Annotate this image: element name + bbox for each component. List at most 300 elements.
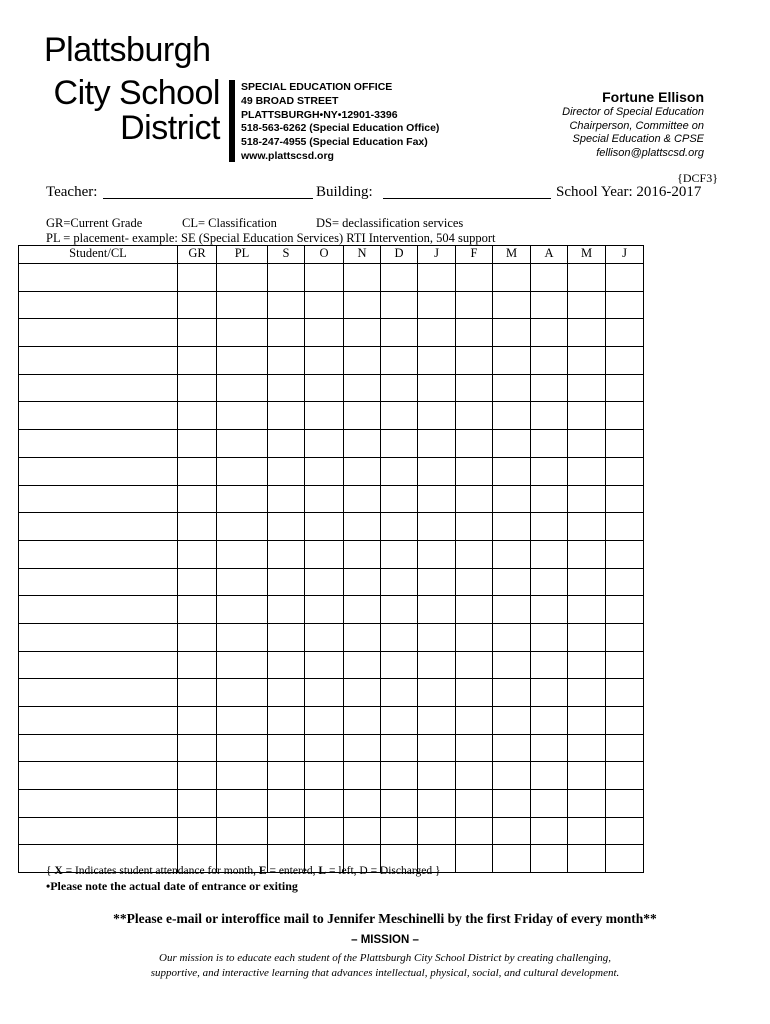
table-cell[interactable]	[418, 679, 456, 707]
table-cell[interactable]	[568, 457, 606, 485]
table-cell[interactable]	[568, 374, 606, 402]
table-cell[interactable]	[344, 291, 381, 319]
table-cell[interactable]	[344, 485, 381, 513]
table-row	[19, 402, 644, 430]
table-cell[interactable]	[381, 651, 418, 679]
table-cell[interactable]	[493, 457, 531, 485]
table-cell[interactable]	[456, 264, 493, 292]
table-cell[interactable]	[456, 623, 493, 651]
table-cell[interactable]	[178, 540, 217, 568]
table-cell[interactable]	[305, 430, 344, 458]
table-cell[interactable]	[456, 347, 493, 375]
table-cell[interactable]	[305, 596, 344, 624]
table-cell[interactable]	[217, 790, 268, 818]
table-cell[interactable]	[493, 651, 531, 679]
table-cell[interactable]	[268, 790, 305, 818]
table-cell[interactable]	[493, 402, 531, 430]
table-cell[interactable]	[493, 347, 531, 375]
table-cell[interactable]	[531, 402, 568, 430]
table-cell[interactable]	[531, 513, 568, 541]
table-cell[interactable]	[178, 402, 217, 430]
table-cell[interactable]	[456, 485, 493, 513]
table-cell[interactable]	[178, 430, 217, 458]
table-cell[interactable]	[344, 319, 381, 347]
table-cell[interactable]	[268, 457, 305, 485]
key-x-text: = Indicates student attendance for month,	[62, 865, 259, 877]
table-cell[interactable]	[217, 485, 268, 513]
table-cell[interactable]	[344, 734, 381, 762]
table-cell[interactable]	[305, 679, 344, 707]
table-cell[interactable]	[344, 402, 381, 430]
table-cell[interactable]	[606, 457, 644, 485]
table-cell[interactable]	[606, 845, 644, 873]
table-cell[interactable]	[268, 817, 305, 845]
table-cell[interactable]	[531, 734, 568, 762]
table-cell[interactable]	[381, 596, 418, 624]
table-cell[interactable]	[456, 596, 493, 624]
table-row	[19, 513, 644, 541]
building-field[interactable]	[383, 184, 551, 199]
table-cell[interactable]	[606, 485, 644, 513]
table-cell[interactable]	[268, 623, 305, 651]
table-cell[interactable]	[19, 790, 178, 818]
table-cell[interactable]	[531, 596, 568, 624]
table-cell[interactable]	[493, 319, 531, 347]
table-cell[interactable]	[344, 347, 381, 375]
table-cell[interactable]	[19, 264, 178, 292]
table-cell[interactable]	[456, 651, 493, 679]
table-cell[interactable]	[305, 762, 344, 790]
table-cell[interactable]	[344, 513, 381, 541]
table-cell[interactable]	[531, 790, 568, 818]
table-cell[interactable]	[268, 264, 305, 292]
table-cell[interactable]	[178, 291, 217, 319]
table-cell[interactable]	[568, 790, 606, 818]
table-cell[interactable]	[268, 679, 305, 707]
table-cell[interactable]	[493, 596, 531, 624]
table-cell[interactable]	[178, 568, 217, 596]
table-cell[interactable]	[531, 679, 568, 707]
table-cell[interactable]	[456, 817, 493, 845]
table-cell[interactable]	[568, 264, 606, 292]
table-cell[interactable]	[305, 623, 344, 651]
table-cell[interactable]	[305, 347, 344, 375]
table-cell[interactable]	[568, 540, 606, 568]
table-cell[interactable]	[418, 513, 456, 541]
table-cell[interactable]	[606, 623, 644, 651]
table-cell[interactable]	[268, 568, 305, 596]
table-cell[interactable]	[381, 679, 418, 707]
table-cell[interactable]	[381, 790, 418, 818]
table-cell[interactable]	[493, 734, 531, 762]
table-cell[interactable]	[568, 402, 606, 430]
table-cell[interactable]	[531, 430, 568, 458]
table-cell[interactable]	[568, 623, 606, 651]
table-cell[interactable]	[178, 347, 217, 375]
table-cell[interactable]	[178, 734, 217, 762]
table-cell[interactable]	[606, 790, 644, 818]
table-cell[interactable]	[568, 845, 606, 873]
table-cell[interactable]	[493, 679, 531, 707]
table-cell[interactable]	[19, 817, 178, 845]
table-cell[interactable]	[381, 402, 418, 430]
table-cell[interactable]	[531, 762, 568, 790]
table-cell[interactable]	[531, 485, 568, 513]
col-header-may: M	[568, 246, 606, 264]
table-cell[interactable]	[178, 596, 217, 624]
table-cell[interactable]	[493, 845, 531, 873]
table-cell[interactable]	[381, 457, 418, 485]
table-cell[interactable]	[344, 264, 381, 292]
table-cell[interactable]	[456, 319, 493, 347]
table-cell[interactable]	[568, 596, 606, 624]
table-cell[interactable]	[568, 734, 606, 762]
table-cell[interactable]	[381, 430, 418, 458]
table-cell[interactable]	[19, 540, 178, 568]
table-cell[interactable]	[418, 762, 456, 790]
table-cell[interactable]	[456, 790, 493, 818]
table-cell[interactable]	[418, 734, 456, 762]
table-cell[interactable]	[606, 540, 644, 568]
table-cell[interactable]	[19, 707, 178, 735]
table-cell[interactable]	[606, 679, 644, 707]
table-cell[interactable]	[268, 485, 305, 513]
table-cell[interactable]	[268, 651, 305, 679]
table-cell[interactable]	[606, 291, 644, 319]
table-row	[19, 430, 644, 458]
table-cell[interactable]	[531, 568, 568, 596]
table-cell[interactable]	[268, 596, 305, 624]
table-cell[interactable]	[217, 540, 268, 568]
table-cell[interactable]	[493, 568, 531, 596]
table-cell[interactable]	[606, 319, 644, 347]
table-cell[interactable]	[381, 264, 418, 292]
table-cell[interactable]	[19, 762, 178, 790]
table-cell[interactable]	[381, 374, 418, 402]
mission-heading: – MISSION –	[351, 934, 419, 946]
table-cell[interactable]	[19, 596, 178, 624]
table-cell[interactable]	[19, 651, 178, 679]
table-cell[interactable]	[606, 762, 644, 790]
table-cell[interactable]	[19, 623, 178, 651]
table-cell[interactable]	[531, 457, 568, 485]
table-cell[interactable]	[606, 402, 644, 430]
table-cell[interactable]	[493, 817, 531, 845]
table-cell[interactable]	[418, 374, 456, 402]
table-cell[interactable]	[493, 623, 531, 651]
table-cell[interactable]	[418, 596, 456, 624]
table-cell[interactable]	[456, 845, 493, 873]
table-cell[interactable]	[531, 291, 568, 319]
table-cell[interactable]	[418, 457, 456, 485]
date-note: •Please note the actual date of entrance or exiting	[46, 879, 298, 893]
table-cell[interactable]	[456, 540, 493, 568]
table-cell[interactable]	[381, 568, 418, 596]
mission-statement	[0, 951, 770, 981]
table-cell[interactable]	[606, 374, 644, 402]
table-cell[interactable]	[381, 734, 418, 762]
table-cell[interactable]	[381, 540, 418, 568]
table-cell[interactable]	[531, 707, 568, 735]
table-cell[interactable]	[493, 264, 531, 292]
table-header-row	[19, 246, 644, 264]
table-cell[interactable]	[217, 679, 268, 707]
table-cell[interactable]	[19, 457, 178, 485]
table-cell[interactable]	[217, 596, 268, 624]
table-cell[interactable]	[178, 457, 217, 485]
table-cell[interactable]	[344, 623, 381, 651]
table-cell[interactable]	[305, 264, 344, 292]
table-cell[interactable]	[456, 679, 493, 707]
table-cell[interactable]	[531, 651, 568, 679]
table-cell[interactable]	[19, 430, 178, 458]
teacher-field[interactable]	[103, 184, 313, 199]
table-cell[interactable]	[606, 596, 644, 624]
table-cell[interactable]	[268, 402, 305, 430]
table-cell[interactable]	[305, 790, 344, 818]
school-year: School Year: 2016-2017	[556, 184, 702, 200]
table-row	[19, 817, 644, 845]
table-cell[interactable]	[456, 374, 493, 402]
table-cell[interactable]	[344, 540, 381, 568]
table-cell[interactable]	[418, 430, 456, 458]
table-cell[interactable]	[344, 790, 381, 818]
table-cell[interactable]	[178, 790, 217, 818]
table-cell[interactable]	[305, 734, 344, 762]
table-cell[interactable]	[217, 651, 268, 679]
table-cell[interactable]	[456, 762, 493, 790]
table-cell[interactable]	[178, 762, 217, 790]
table-cell[interactable]	[268, 374, 305, 402]
table-cell[interactable]	[568, 430, 606, 458]
table-cell[interactable]	[606, 817, 644, 845]
table-cell[interactable]	[381, 707, 418, 735]
key-open: {	[46, 865, 55, 877]
table-cell[interactable]	[217, 817, 268, 845]
table-cell[interactable]	[178, 651, 217, 679]
table-cell[interactable]	[381, 291, 418, 319]
table-cell[interactable]	[531, 319, 568, 347]
table-cell[interactable]	[456, 734, 493, 762]
header-fields	[46, 184, 712, 206]
table-cell[interactable]	[178, 817, 217, 845]
table-cell[interactable]	[418, 707, 456, 735]
table-cell[interactable]	[217, 402, 268, 430]
table-cell[interactable]	[456, 457, 493, 485]
table-cell[interactable]	[606, 430, 644, 458]
table-cell[interactable]	[606, 651, 644, 679]
table-cell[interactable]	[531, 817, 568, 845]
table-cell[interactable]	[531, 264, 568, 292]
table-cell[interactable]	[418, 319, 456, 347]
table-cell[interactable]	[305, 291, 344, 319]
table-cell[interactable]	[178, 513, 217, 541]
table-cell[interactable]	[217, 430, 268, 458]
table-cell[interactable]	[493, 374, 531, 402]
table-cell[interactable]	[418, 264, 456, 292]
table-cell[interactable]	[305, 513, 344, 541]
table-cell[interactable]	[493, 762, 531, 790]
table-cell[interactable]	[19, 568, 178, 596]
table-cell[interactable]	[381, 762, 418, 790]
table-cell[interactable]	[217, 762, 268, 790]
table-cell[interactable]	[456, 513, 493, 541]
table-cell[interactable]	[568, 679, 606, 707]
table-cell[interactable]	[418, 402, 456, 430]
table-cell[interactable]	[493, 540, 531, 568]
table-cell[interactable]	[268, 430, 305, 458]
table-cell[interactable]	[418, 568, 456, 596]
table-cell[interactable]	[305, 457, 344, 485]
table-cell[interactable]	[268, 762, 305, 790]
table-cell[interactable]	[19, 679, 178, 707]
table-cell[interactable]	[381, 347, 418, 375]
table-cell[interactable]	[217, 319, 268, 347]
table-cell[interactable]	[568, 762, 606, 790]
table-cell[interactable]	[19, 347, 178, 375]
table-cell[interactable]	[568, 817, 606, 845]
table-cell[interactable]	[418, 623, 456, 651]
table-cell[interactable]	[381, 513, 418, 541]
table-cell[interactable]	[19, 402, 178, 430]
table-cell[interactable]	[568, 485, 606, 513]
table-cell[interactable]	[456, 707, 493, 735]
table-cell[interactable]	[344, 430, 381, 458]
table-row	[19, 623, 644, 651]
table-cell[interactable]	[418, 291, 456, 319]
table-cell[interactable]	[493, 291, 531, 319]
table-cell[interactable]	[305, 540, 344, 568]
director-name: Fortune Ellison	[602, 89, 704, 105]
table-cell[interactable]	[493, 513, 531, 541]
table-cell[interactable]	[418, 347, 456, 375]
table-cell[interactable]	[268, 513, 305, 541]
table-cell[interactable]	[606, 734, 644, 762]
table-cell[interactable]	[344, 596, 381, 624]
table-body	[19, 264, 644, 873]
table-cell[interactable]	[568, 347, 606, 375]
table-cell[interactable]	[217, 734, 268, 762]
table-cell[interactable]	[178, 623, 217, 651]
table-cell[interactable]	[344, 679, 381, 707]
table-cell[interactable]	[344, 568, 381, 596]
col-header-jun: J	[606, 246, 644, 264]
table-cell[interactable]	[493, 707, 531, 735]
director-block	[562, 88, 704, 160]
table-cell[interactable]	[531, 540, 568, 568]
table-cell[interactable]	[217, 623, 268, 651]
table-cell[interactable]	[381, 319, 418, 347]
table-cell[interactable]	[305, 374, 344, 402]
table-cell[interactable]	[305, 485, 344, 513]
table-cell[interactable]	[305, 817, 344, 845]
table-cell[interactable]	[381, 623, 418, 651]
table-cell[interactable]	[217, 374, 268, 402]
table-cell[interactable]	[418, 540, 456, 568]
table-cell[interactable]	[456, 568, 493, 596]
table-cell[interactable]	[344, 762, 381, 790]
table-cell[interactable]	[217, 568, 268, 596]
table-cell[interactable]	[344, 707, 381, 735]
table-cell[interactable]	[493, 790, 531, 818]
table-cell[interactable]	[568, 291, 606, 319]
logo-divider	[229, 80, 235, 162]
table-cell[interactable]	[305, 707, 344, 735]
table-cell[interactable]	[531, 845, 568, 873]
table-cell[interactable]	[606, 707, 644, 735]
table-cell[interactable]	[305, 319, 344, 347]
table-cell[interactable]	[531, 347, 568, 375]
table-cell[interactable]	[568, 651, 606, 679]
table-cell[interactable]	[305, 651, 344, 679]
legend-gr: GR=Current Grade	[46, 216, 143, 230]
table-cell[interactable]	[606, 568, 644, 596]
table-cell[interactable]	[217, 291, 268, 319]
table-cell[interactable]	[19, 291, 178, 319]
table-cell[interactable]	[178, 264, 217, 292]
table-cell[interactable]	[606, 513, 644, 541]
table-cell[interactable]	[217, 707, 268, 735]
table-cell[interactable]	[381, 485, 418, 513]
table-cell[interactable]	[217, 513, 268, 541]
table-cell[interactable]	[568, 568, 606, 596]
table-cell[interactable]	[19, 734, 178, 762]
table-cell[interactable]	[493, 485, 531, 513]
table-cell[interactable]	[19, 319, 178, 347]
table-cell[interactable]	[344, 817, 381, 845]
table-cell[interactable]	[178, 679, 217, 707]
table-cell[interactable]	[531, 374, 568, 402]
table-cell[interactable]	[217, 264, 268, 292]
table-cell[interactable]	[268, 291, 305, 319]
table-cell[interactable]	[268, 707, 305, 735]
table-cell[interactable]	[268, 540, 305, 568]
table-cell[interactable]	[456, 291, 493, 319]
table-cell[interactable]	[305, 402, 344, 430]
table-cell[interactable]	[344, 457, 381, 485]
table-cell[interactable]	[178, 485, 217, 513]
table-cell[interactable]	[19, 513, 178, 541]
table-cell[interactable]	[531, 623, 568, 651]
table-cell[interactable]	[178, 707, 217, 735]
table-cell[interactable]	[217, 457, 268, 485]
table-cell[interactable]	[418, 651, 456, 679]
table-cell[interactable]	[493, 430, 531, 458]
table-cell[interactable]	[456, 402, 493, 430]
table-cell[interactable]	[305, 568, 344, 596]
table-cell[interactable]	[418, 790, 456, 818]
table-cell[interactable]	[568, 707, 606, 735]
table-cell[interactable]	[268, 734, 305, 762]
table-cell[interactable]	[178, 319, 217, 347]
table-cell[interactable]	[568, 513, 606, 541]
table-cell[interactable]	[418, 817, 456, 845]
table-cell[interactable]	[19, 485, 178, 513]
table-cell[interactable]	[568, 319, 606, 347]
table-cell[interactable]	[268, 347, 305, 375]
table-cell[interactable]	[456, 430, 493, 458]
table-cell[interactable]	[418, 485, 456, 513]
table-cell[interactable]	[217, 347, 268, 375]
table-cell[interactable]	[344, 374, 381, 402]
table-cell[interactable]	[268, 319, 305, 347]
table-cell[interactable]	[606, 264, 644, 292]
table-cell[interactable]	[19, 374, 178, 402]
table-cell[interactable]	[381, 817, 418, 845]
table-cell[interactable]	[178, 374, 217, 402]
table-cell[interactable]	[344, 651, 381, 679]
table-cell[interactable]	[606, 347, 644, 375]
